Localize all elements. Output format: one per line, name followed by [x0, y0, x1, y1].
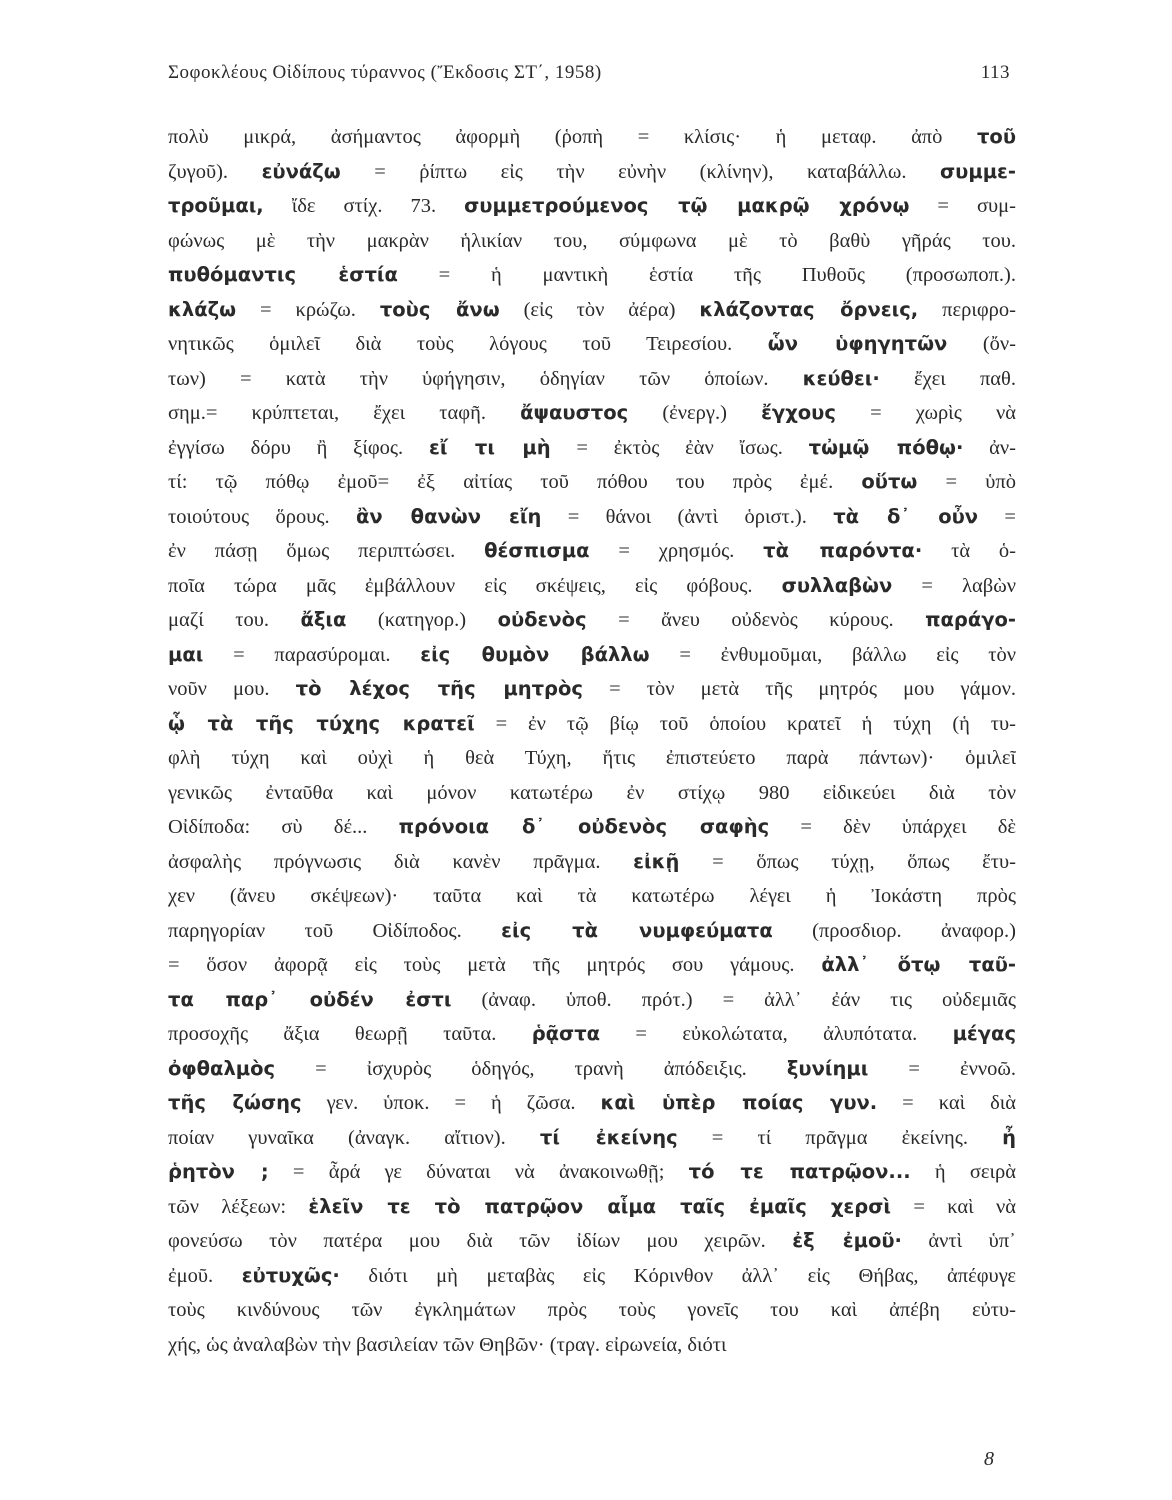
text-line: [168, 258, 1016, 293]
lemma-term: τὸ λέχος τῆς μητρὸς: [295, 677, 583, 700]
gloss-text: τοιούτους ὅρους.: [168, 505, 356, 528]
gloss-text: = ὑπὸ: [917, 471, 1016, 493]
lemma-term: τὠμῷ πόθῳ·: [808, 435, 964, 459]
text-line: [168, 431, 1016, 466]
text-line: [168, 1190, 1016, 1225]
text-line: [168, 362, 1016, 397]
lemma-term: κεύθει·: [802, 366, 880, 390]
text-line: [168, 396, 1016, 431]
text-line: [168, 224, 1016, 259]
gloss-text: παρηγορίαν τοῦ Οἰδίποδος.: [168, 919, 502, 942]
gloss-text: = λαβὼν: [892, 574, 1016, 597]
gloss-text: γεν. ὑποκ. = ἡ ζῶσα.: [301, 1092, 601, 1114]
text-line: [168, 120, 1016, 155]
lemma-term: ἂν θανὼν εἴη: [355, 504, 542, 528]
gloss-text: φώνως μὲ τὴν μακρὰν ἡλικίαν του, σύμφωνα μὲ τὸ βαθὺ γῆράς του.: [168, 229, 1016, 252]
gloss-text: (ὄν-: [947, 333, 1016, 355]
gloss-text: =: [978, 505, 1016, 528]
text-line: [168, 500, 1016, 535]
lemma-term: ῥᾷστα: [531, 1022, 601, 1045]
running-header: [168, 62, 1010, 84]
gloss-text: ποίαν γυναῖκα (ἀναγκ. αἴτιον).: [168, 1126, 540, 1149]
gloss-text: = τὸν μετὰ τῆς μητρός μου γάμον.: [582, 678, 1016, 700]
gloss-text: νητικῶς ὁμιλεῖ διὰ τοὺς λόγους τοῦ Τειρεσίου.: [168, 333, 768, 355]
lemma-term: εἰκῇ: [633, 849, 680, 873]
lemma-term: τοὺς ἄνω: [379, 297, 500, 321]
lemma-term: τὰ δ᾽ οὖν: [833, 504, 979, 528]
gloss-text: ἡ σειρὰ: [910, 1161, 1016, 1183]
lemma-term: κλάζοντας ὄρνεις,: [699, 297, 919, 321]
gloss-text: τοὺς κινδύνους τῶν ἐγκλημάτων πρὸς τοὺς γονεῖς του καὶ ἀπέβη εὐτυ-: [168, 1299, 1016, 1321]
gloss-text: ζυγοῦ).: [168, 160, 262, 183]
lemma-term: παράγο-: [925, 608, 1016, 631]
gloss-text: τὰ ὁ-: [922, 540, 1016, 562]
gloss-text: = ὅπως τύχῃ, ὅπως ἔτυ-: [679, 850, 1016, 873]
gloss-text: = ἐννοῶ.: [868, 1057, 1016, 1080]
lemma-term: εὐνάζω: [261, 159, 341, 183]
text-line: [168, 1224, 1016, 1259]
lemma-term: συλλαβὼν: [781, 573, 893, 597]
lemma-term: ὀφθαλμὸς: [168, 1056, 276, 1080]
text-line: [168, 776, 1016, 811]
gloss-text: φλὴ τύχη καὶ οὐχὶ ἡ θεὰ Τύχη, ἥτις ἐπιστεύετο παρὰ πάντων)· ὁμιλεῖ: [168, 747, 1016, 769]
lemma-term: τό τε πατρῷον...: [688, 1160, 911, 1183]
text-line: [168, 465, 1016, 500]
gloss-text: ἀσφαλὴς πρόγνωσις διὰ κανὲν πρᾶγμα.: [168, 850, 634, 873]
text-line: [168, 672, 1016, 707]
gloss-text: τῶν λέξεων:: [168, 1195, 309, 1218]
gloss-text: (ἀναφ. ὑποθ. πρότ.) = ἀλλ᾽ ἐάν τις οὐδεμιᾶς: [451, 988, 1016, 1011]
lemma-term: εἴ τι μὴ: [428, 435, 551, 459]
gloss-text: ἔχει παθ.: [879, 367, 1016, 390]
text-line: [168, 293, 1016, 328]
gloss-text: = εὐκολώτατα, ἀλυπότατα.: [600, 1023, 953, 1045]
lemma-term: μέγας: [952, 1022, 1016, 1045]
lemma-term: εἰς θυμὸν βάλλω: [420, 642, 650, 666]
text-line: [168, 741, 1016, 776]
lemma-term: ἑλεῖν τε τὸ πατρῷον αἷμα ταῖς ἐμαῖς χερσὶ: [308, 1194, 891, 1218]
gloss-text: των) = κατὰ τὴν ὑφήγησιν, ὁδηγίαν τῶν ὁποίων.: [168, 367, 803, 390]
gloss-text: = ἰσχυρὸς ὁδηγός, τρανὴ ἀπόδειξις.: [275, 1057, 787, 1080]
gloss-text: Οἰδίποδα: σὺ δέ...: [168, 816, 399, 838]
text-line: [168, 155, 1016, 190]
gloss-text: = ἡ μαντικὴ ἑστία τῆς Πυθοῦς (προσωποπ.).: [397, 264, 1016, 286]
lemma-term: οὐδενὸς: [497, 608, 587, 631]
lemma-term: εἰς τὰ νυμφεύματα: [501, 918, 773, 942]
commentary-text: [168, 120, 1016, 1362]
text-line: [168, 1155, 1016, 1190]
text-line: [168, 1293, 1016, 1328]
gloss-text: = ἆρά γε δύναται νὰ ἀνακοινωθῇ;: [268, 1161, 689, 1183]
text-line: [168, 189, 1016, 224]
gloss-text: χής, ὡς ἀναλαβὼν τὴν βασιλείαν τῶν Θηβῶν· (τραγ. εἰρωνεία, διότι: [168, 1333, 727, 1356]
text-line: [168, 1017, 1016, 1052]
text-line: [168, 327, 1016, 362]
lemma-term: τοῦ: [976, 125, 1016, 148]
lemma-term: συμμετρούμενος τῷ μακρῷ χρόνῳ: [464, 194, 910, 217]
gloss-text: (εἰς τὸν ἀέρα): [499, 298, 700, 321]
gloss-text: = καὶ νὰ: [891, 1195, 1016, 1218]
gloss-text: = ῥίπτω εἰς τὴν εὐνὴν (κλίνην), καταβάλλω.: [340, 160, 940, 183]
lemma-term: θέσπισμα: [484, 539, 590, 562]
gloss-text: περιφρο-: [918, 298, 1016, 321]
lemma-term: ἔγχους: [761, 401, 836, 424]
gloss-text: = ἐνθυμοῦμαι, βάλλω εἰς τὸν: [649, 643, 1016, 666]
gloss-text: (ἐνεργ.): [628, 402, 762, 424]
lemma-term: ᾧ τὰ τῆς τύχης κρατεῖ: [168, 711, 475, 735]
gloss-text: προσοχῆς ἄξια θεωρῇ ταῦτα.: [168, 1023, 532, 1045]
gloss-text: ἐγγίσω δόρυ ἢ ξίφος.: [168, 436, 429, 459]
gloss-text: = θάνοι (ἀντὶ ὁριστ.).: [541, 505, 834, 528]
text-line: [168, 534, 1016, 569]
gloss-text: νοῦν μου.: [168, 678, 296, 700]
gloss-text: γενικῶς ἐνταῦθα καὶ μόνον κατωτέρω ἐν στίχῳ 980 εἰδικεύει διὰ τὸν: [168, 781, 1016, 804]
gloss-text: (προσδιορ. ἀναφορ.): [772, 919, 1016, 942]
gloss-text: = ὅσον ἀφορᾷ εἰς τοὺς μετὰ τῆς μητρός σου γάμους.: [168, 954, 822, 976]
text-line: [168, 914, 1016, 949]
lemma-term: κλάζω: [168, 297, 237, 321]
text-line: [168, 1052, 1016, 1087]
text-line: [168, 879, 1016, 914]
text-line: [168, 983, 1016, 1018]
gloss-text: ἴδε στίχ. 73.: [263, 195, 465, 217]
gloss-text: = ἐν τῷ βίῳ τοῦ ὁποίου κρατεῖ ἡ τύχη (ἡ τυ-: [474, 712, 1016, 735]
gloss-text: φονεύσω τὸν πατέρα μου διὰ τῶν ἰδίων μου χειρῶν.: [168, 1230, 793, 1252]
gloss-text: σημ.= κρύπτεται, ἔχει ταφῆ.: [168, 402, 521, 424]
text-line: [168, 603, 1016, 638]
text-line: [168, 1086, 1016, 1121]
signature-mark: 8: [984, 1448, 994, 1470]
text-line: [168, 707, 1016, 742]
lemma-term: ἦ: [1002, 1125, 1016, 1149]
lemma-term: τῆς ζώσης: [168, 1091, 302, 1114]
lemma-term: πρόνοια δ᾽ οὐδενὸς σαφὴς: [398, 815, 770, 838]
text-line: [168, 845, 1016, 880]
gloss-text: (κατηγορ.): [346, 609, 498, 631]
text-line: [168, 638, 1016, 673]
text-line: [168, 948, 1016, 983]
text-line: [168, 1328, 1016, 1363]
gloss-text: ποῖα τώρα μᾶς ἐμβάλλουν εἰς σκέψεις, εἰς φόβους.: [168, 574, 782, 597]
gloss-text: = χωρὶς νὰ: [835, 402, 1016, 424]
lemma-term: εὐτυχῶς·: [241, 1263, 340, 1287]
text-line: [168, 810, 1016, 845]
gloss-text: = τί πρᾶγμα ἐκείνης.: [677, 1126, 1003, 1149]
gloss-text: πολὺ μικρά, ἀσήμαντος ἀφορμὴ (ῥοπὴ = κλίσις· ἡ μεταφ. ἀπὸ: [168, 126, 977, 148]
lemma-term: μαι: [168, 642, 204, 666]
lemma-term: καὶ ὑπὲρ ποίας γυν.: [600, 1091, 878, 1114]
gloss-text: = καὶ διὰ: [877, 1092, 1016, 1114]
lemma-term: συμμε-: [939, 159, 1016, 183]
gloss-text: = παρασύρομαι.: [203, 643, 421, 666]
lemma-term: ἄψαυστος: [520, 401, 629, 424]
gloss-text: = κρώζω.: [236, 298, 380, 321]
gloss-text: = δὲν ὑπάρχει δὲ: [769, 816, 1016, 838]
gloss-text: τί: τῷ πόθῳ ἐμοῦ= ἐξ αἰτίας τοῦ πόθου του πρὸς ἐμέ.: [168, 471, 862, 493]
text-line: [168, 1259, 1016, 1294]
lemma-term: τί ἐκείνης: [539, 1125, 678, 1149]
page-number: 113: [980, 62, 1010, 83]
lemma-term: ὧν ὑφηγητῶν: [767, 332, 948, 355]
gloss-text: ἐν πάσῃ ὅμως περιπτώσει.: [168, 540, 485, 562]
lemma-term: ἄξια: [300, 608, 347, 631]
gloss-text: = χρησμός.: [589, 540, 764, 562]
header-title: Σοφοκλέους Οἰδίπους τύραννος (Ἔκδοσις ΣΤ΄, 1958): [168, 62, 602, 83]
lemma-term: τροῦμαι,: [168, 194, 264, 217]
gloss-text: ἐμοῦ.: [168, 1264, 242, 1287]
lemma-term: πυθόμαντις ἑστία: [168, 263, 398, 286]
lemma-term: τὰ παρόντα·: [763, 539, 923, 562]
gloss-text: μαζί του.: [168, 609, 301, 631]
text-line: [168, 569, 1016, 604]
lemma-term: ἐξ ἐμοῦ·: [792, 1229, 902, 1252]
gloss-text: χεν (ἄνευ σκέψεων)· ταῦτα καὶ τὰ κατωτέρω λέγει ἡ Ἰοκάστη πρὸς: [168, 885, 1016, 907]
lemma-term: ῥητὸν ;: [168, 1160, 269, 1183]
gloss-text: = ἄνευ οὐδενὸς κύρους.: [586, 609, 926, 631]
lemma-term: ξυνίημι: [786, 1056, 869, 1080]
gloss-text: διότι μὴ μεταβὰς εἰς Κόρινθον ἀλλ᾽ εἰς Θήβας, ἀπέφυγε: [339, 1264, 1016, 1287]
text-line: [168, 1121, 1016, 1156]
gloss-text: = συμ-: [909, 195, 1016, 217]
gloss-text: ἀν-: [963, 436, 1016, 459]
lemma-term: οὕτω: [861, 470, 918, 493]
gloss-text: ἀντὶ ὑπ᾽: [901, 1230, 1016, 1252]
gloss-text: = ἐκτὸς ἐὰν ἴσως.: [550, 436, 809, 459]
lemma-term: ἀλλ᾽ ὅτῳ ταῦ-: [821, 953, 1016, 976]
lemma-term: τα παρ᾽ οὐδέν ἐστι: [168, 987, 452, 1011]
